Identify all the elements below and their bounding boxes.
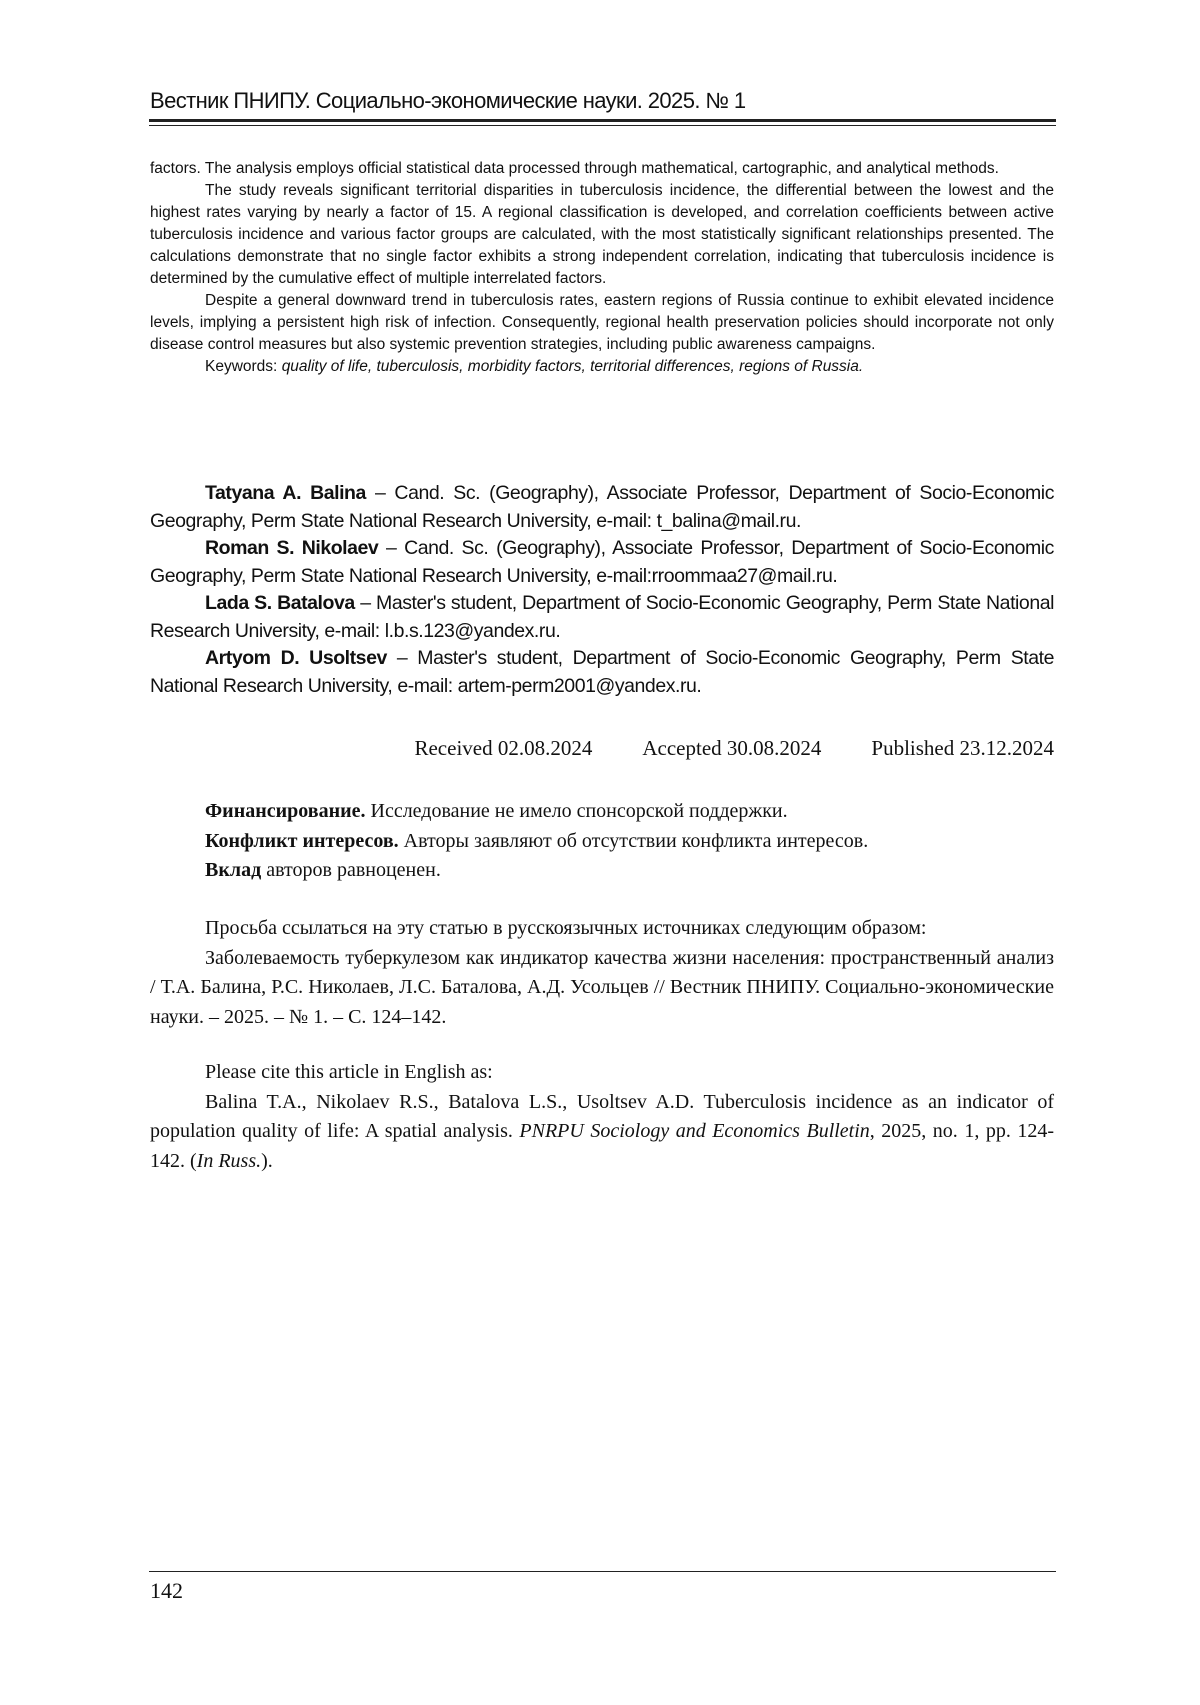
author-name: Roman S. Nikolaev — [205, 537, 379, 559]
header-rule-thick — [149, 119, 1056, 122]
citation-english-text — [150, 1088, 1054, 1177]
funding-line — [150, 797, 1054, 827]
published-date: Published 23.12.2024 — [871, 736, 1054, 760]
funding-section — [150, 797, 1054, 886]
author-name: Lada S. Batalova — [205, 592, 355, 614]
author-entry — [150, 535, 1054, 590]
author-description: – Master's student, Department of Socio-Economic Geography, Perm State National Research University, e-mail: artem-perm2001@yandex.ru. — [150, 647, 1054, 697]
author-name: Artyom D. Usoltsev — [205, 647, 387, 669]
citation-volume: , 2025, no. 1, pp. 124-142. ( — [150, 1120, 1054, 1172]
citation-language: In Russ. — [196, 1149, 262, 1172]
keywords-label: Keywords: — [205, 358, 278, 375]
conflict-text: Авторы заявляют об отсутствии конфликта интересов. — [398, 829, 869, 852]
keywords-line — [150, 356, 1054, 378]
author-description: – Cand. Sc. (Geography), Associate Professor, Department of Socio-Economic Geography, Perm State National Research University, e-mail: t_balina@mail.ru. — [150, 482, 1054, 532]
article-dates — [364, 736, 1054, 761]
page-number: 142 — [150, 1578, 183, 1603]
citation-english — [150, 1058, 1054, 1176]
citation-authors-title: Balina T.A., Nikolaev R.S., Batalova L.S., Usoltsev A.D. Tuberculosis incidence as an indicator of population quality of life: A spatial analysis. — [150, 1090, 1054, 1142]
contribution-line — [150, 856, 1054, 886]
accepted-date: Accepted 30.08.2024 — [642, 736, 822, 760]
funding-text: Исследование не имело спонсорской поддержки. — [365, 800, 788, 822]
funding-label: Финансирование. — [205, 800, 366, 822]
contribution-text: авторов равноценен. — [261, 859, 441, 881]
author-description: – Cand. Sc. (Geography), Associate Professor, Department of Socio-Economic Geography, Perm State National Research University, e-mail:rroommaa27@mail.ru. — [150, 537, 1054, 587]
authors-section — [150, 480, 1054, 700]
received-date: Received 02.08.2024 — [414, 736, 593, 760]
author-entry — [150, 480, 1054, 535]
author-description: – Master's student, Department of Socio-Economic Geography, Perm State National Research University, e-mail: l.b.s.123@yandex.ru. — [150, 592, 1054, 642]
abstract-paragraph-3: Despite a general downward trend in tuberculosis rates, eastern regions of Russia continue to exhibit elevated incidence levels, implying a persistent high risk of infection. Consequently, regional health preservation policies should incorporate not only disease control measures but also systemic prevention strategies, including public awareness campaigns. — [150, 292, 1054, 353]
citation-end: ). — [261, 1149, 273, 1172]
abstract-paragraph-2: The study reveals significant territorial disparities in tuberculosis incidence, the differential between the lowest and the highest rates varying by nearly a factor of 15. A regional classification is developed, and correlation coefficients between active tuberculosis incidence and various factor groups are calculated, with the most statistically significant relationships presented. The calculations demonstrate that no single factor exhibits a strong independent correlation, indicating that tuberculosis incidence is determined by the cumulative effect of multiple interrelated factors. — [150, 182, 1054, 287]
citation-russian — [150, 914, 1054, 1032]
abstract-paragraph-1: factors. The analysis employs official statistical data processed through mathematical, cartographic, and analytical methods. — [150, 160, 999, 177]
header-rule-thin — [149, 125, 1056, 126]
author-name: Tatyana A. Balina — [205, 482, 366, 504]
abstract-section — [150, 158, 1054, 378]
citation-journal: PNRPU Sociology and Economics Bulletin — [519, 1120, 870, 1142]
contribution-label: Вклад — [205, 859, 262, 881]
author-entry — [150, 590, 1054, 645]
footer-rule — [149, 1571, 1056, 1572]
citation-russian-text: Заболеваемость туберкулезом как индикатор качества жизни населения: пространственный анализ / Т.А. Балина, Р.С. Николаев, Л.С. Баталова, А.Д. Усольцев // Вестник ПНИПУ. Социально-экономические науки. – 2025. – № 1. – С. 124–142. — [150, 946, 1054, 1028]
author-entry — [150, 645, 1054, 700]
citation-english-intro: Please cite this article in English as: — [205, 1061, 493, 1083]
citation-russian-intro: Просьба ссылаться на эту статью в русскоязычных источниках следующим образом: — [205, 917, 927, 939]
conflict-line — [150, 827, 1054, 857]
journal-header-title: Вестник ПНИПУ. Социально-экономические науки. 2025. № 1 — [150, 88, 746, 113]
conflict-label: Конфликт интересов. — [205, 829, 399, 852]
keywords-value: quality of life, tuberculosis, morbidity factors, territorial differences, regions of Russia. — [281, 358, 864, 375]
